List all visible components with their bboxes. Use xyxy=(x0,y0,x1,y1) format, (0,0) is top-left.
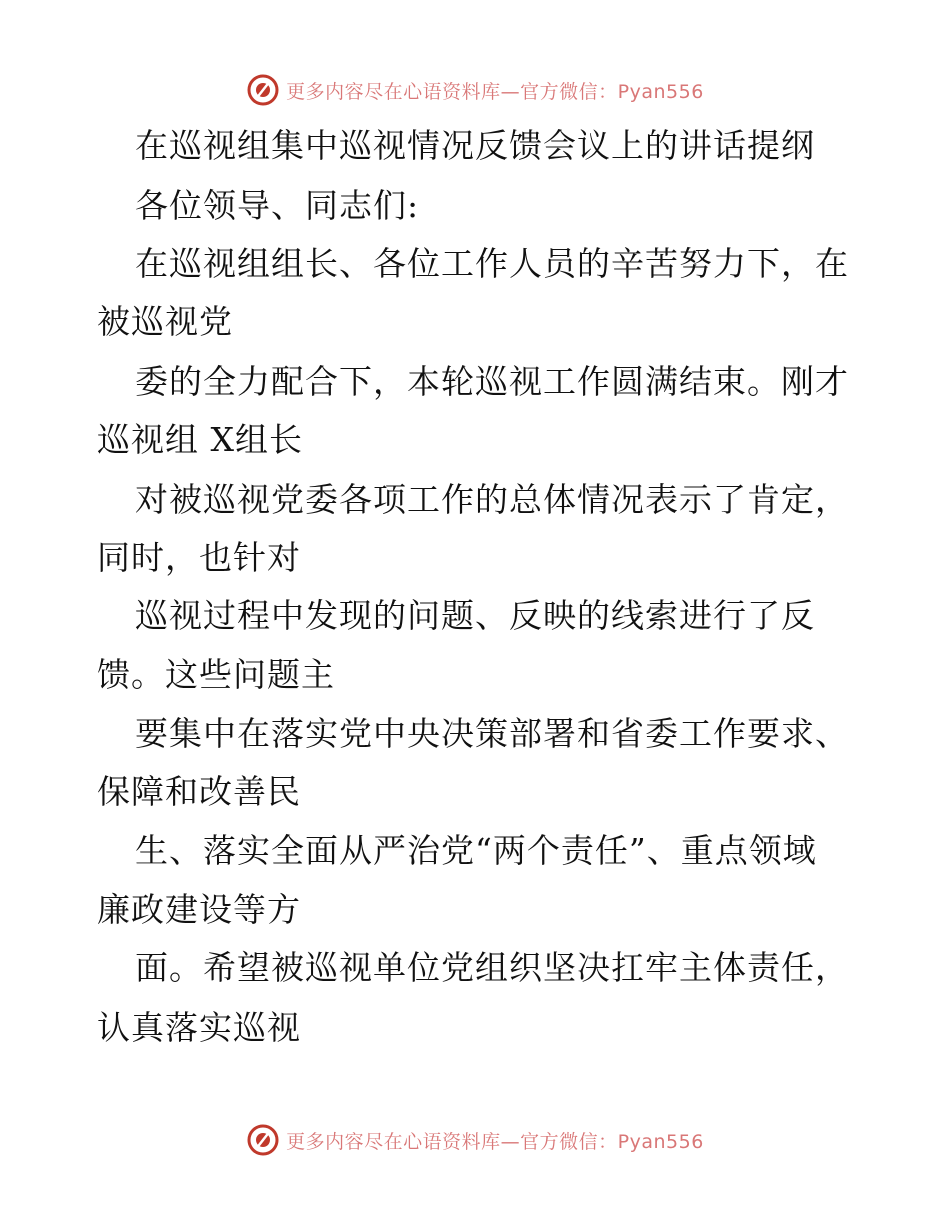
paragraph-line: 生、落实全面从严治党“两个责任”、重点领域 xyxy=(135,831,817,870)
paragraph-line: 在巡视组组长、各位工作人员的辛苦努力下，在 xyxy=(135,244,849,283)
paragraph-line: 巡视过程中发现的问题、反映的线索进行了反 xyxy=(135,596,815,635)
paragraph-line: 巡视组 X组长 xyxy=(97,420,303,459)
paragraph-line: 认真落实巡视 xyxy=(97,1008,301,1047)
footer-banner xyxy=(0,1120,950,1160)
paragraph-line: 面。希望被巡视单位党组织坚决扛牢主体责任， xyxy=(135,948,849,987)
paragraph-line: 保障和改善民 xyxy=(97,772,301,811)
paragraph-line: 委的全力配合下，本轮巡视工作圆满结束。刚才 xyxy=(135,362,849,401)
paragraph-line: 同时，也针对 xyxy=(97,538,301,577)
paragraph-line: 廉政建设等方 xyxy=(97,890,301,929)
footer-banner-text: 更多内容尽在心语资料库—官方微信：Pyan556 xyxy=(286,1130,704,1153)
paragraph-line: 各位领导、同志们: xyxy=(135,186,420,225)
paragraph-line: 对被巡视党委各项工作的总体情况表示了肯定， xyxy=(135,480,849,519)
header-banner xyxy=(0,70,950,110)
paragraph-line: 要集中在落实党中央决策部署和省委工作要求、 xyxy=(135,714,849,753)
paragraph-line: 被巡视党 xyxy=(97,302,233,341)
paragraph-line: 馈。这些问题主 xyxy=(97,655,335,694)
document-title: 在巡视组集中巡视情况反馈会议上的讲话提纲 xyxy=(135,126,815,165)
red-seal-logo-icon xyxy=(246,1123,280,1157)
red-seal-logo-icon xyxy=(246,73,280,107)
header-banner-text: 更多内容尽在心语资料库—官方微信：Pyan556 xyxy=(286,80,704,103)
